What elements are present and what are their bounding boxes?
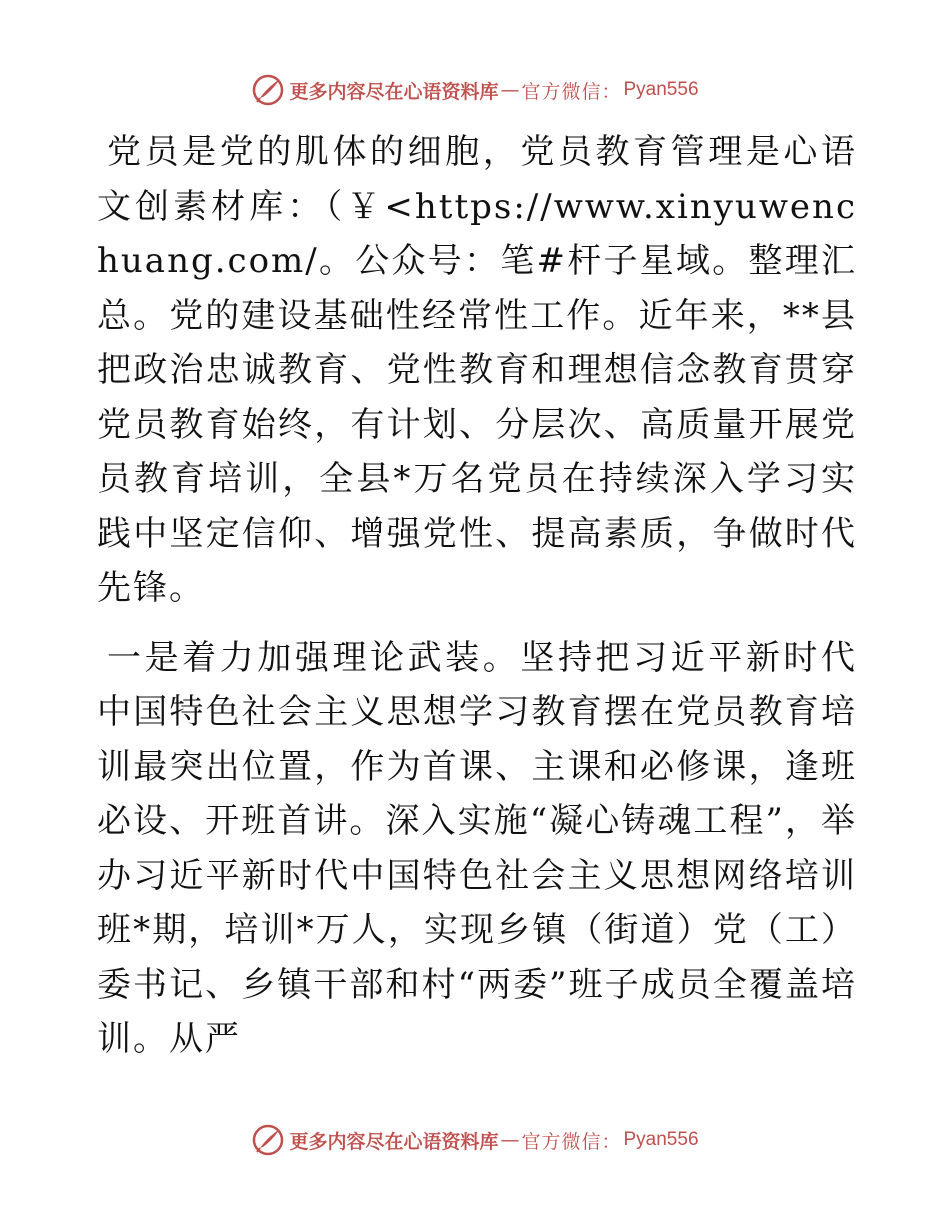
banner-wechat-label: 官方微信：: [521, 80, 622, 103]
banner-wechat-handle: Pyan556: [623, 79, 699, 100]
footer-banner: [0, 1120, 950, 1160]
banner-title: 更多内容尽在心语资料库: [289, 1130, 499, 1153]
banner-title: 更多内容尽在心语资料库: [289, 80, 499, 103]
quill-pen-logo-icon: [251, 73, 285, 107]
quill-pen-logo-icon: [251, 1123, 285, 1157]
banner-dash: —: [500, 79, 520, 101]
paragraph-intro: 党员是党的肌体的细胞，党员教育管理是心语文创素材库：（￥<https://www.xinyuwenchuang.com/。公众号：笔#杆子星域。整理汇总。党的建设基础性经常性工作。近年来，**县把政治忠诚教育、党性教育和理想信念教育贯穿党员教育始终，有计划、分层次、高质量开展党员教育培训，全县*万名党员在持续深入学习实践中坚定信仰、增强党性、提高素质，争做时代先锋。: [97, 132, 857, 608]
banner-wechat-label: 官方微信：: [521, 1130, 622, 1153]
banner-wechat-handle: Pyan556: [623, 1129, 699, 1150]
document-body: [97, 125, 857, 1067]
header-banner: [0, 70, 950, 110]
paragraph-theory: 一是着力加强理论武装。坚持把习近平新时代中国特色社会主义思想学习教育摆在党员教育培训最突出位置，作为首课、主课和必修课，逢班必设、开班首讲。深入实施“凝心铸魂工程”，举办习近平新时代中国特色社会主义思想网络培训班*期，培训*万人，实现乡镇（街道）党（工）委书记、乡镇干部和村“两委”班子成员全覆盖培训。从严: [97, 637, 857, 1059]
banner-dash: —: [500, 1129, 520, 1151]
